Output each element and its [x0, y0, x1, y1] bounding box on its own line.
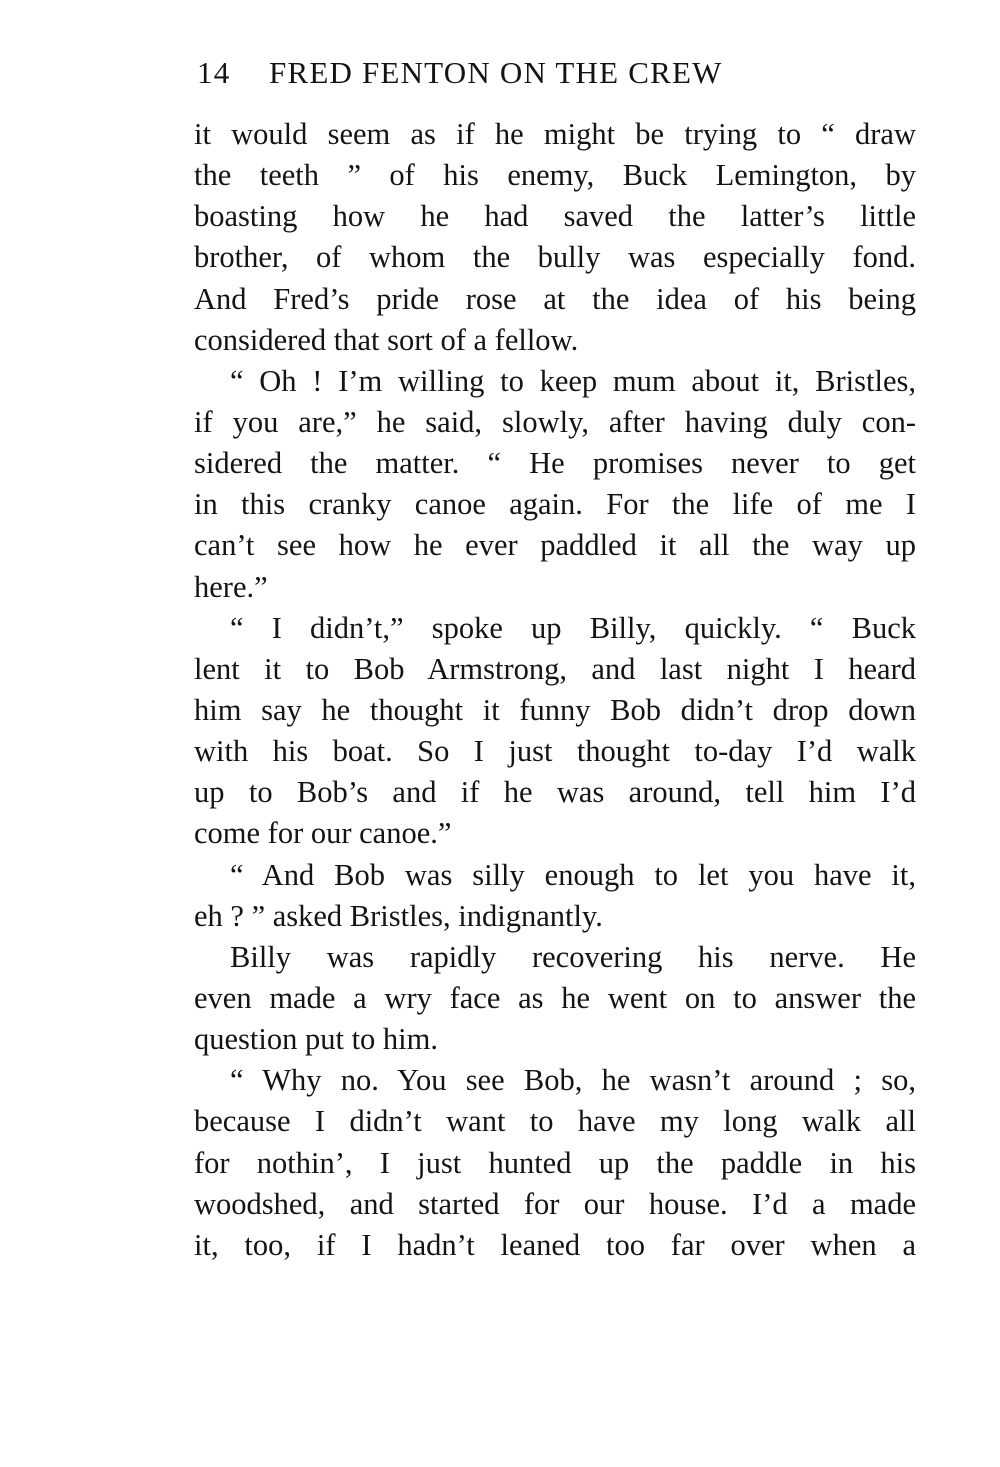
text-line: Billy was rapidly recovering his nerve. He	[230, 939, 916, 974]
text-line: it, too, if I hadn’t leaned too far over when a	[194, 1227, 916, 1262]
text-line: in this cranky canoe again. For the life of me I	[194, 487, 916, 522]
text-line: lent it to Bob Armstrong, and last night I heard	[194, 651, 916, 686]
text-line: the teeth ” of his enemy, Buck Lemington, by	[194, 158, 916, 193]
text-line: with his boat. So I just thought to-day I’d walk	[194, 734, 916, 769]
text-line: considered that sort of a fellow.	[194, 322, 579, 357]
text-line: “ I didn’t,” spoke up Billy, quickly. “ Buck	[230, 610, 916, 645]
text-line: “ And Bob was silly enough to let you have it,	[230, 857, 916, 892]
book-title: FRED FENTON ON THE CREW	[269, 55, 723, 90]
text-line: here.”	[194, 569, 268, 604]
text-line: because I didn’t want to have my long walk all	[194, 1104, 916, 1139]
page-number: 14	[197, 55, 231, 90]
text-line: woodshed, and started for our house. I’d a made	[194, 1186, 916, 1221]
text-line: even made a wry face as he went on to answer the	[194, 980, 916, 1015]
text-line: it would seem as if he might be trying to “ draw	[194, 117, 916, 151]
running-head	[197, 55, 847, 95]
body-text	[194, 114, 916, 1266]
text-line: brother, of whom the bully was especially fond.	[194, 240, 916, 275]
text-line: boasting how he had saved the latter’s little	[194, 199, 916, 234]
text-line: And Fred’s pride rose at the idea of his being	[194, 281, 916, 316]
text-line: him say he thought it funny Bob didn’t drop down	[194, 692, 916, 727]
text-line: up to Bob’s and if he was around, tell him I’d	[194, 775, 916, 810]
text-line: “ Oh ! I’m willing to keep mum about it, Bristles,	[230, 363, 916, 398]
text-line: if you are,” he said, slowly, after having duly con-	[194, 404, 916, 439]
text-line: question put to him.	[194, 1022, 438, 1057]
text-line: come for our canoe.”	[194, 816, 452, 851]
text-line: for nothin’, I just hunted up the paddle in his	[194, 1145, 916, 1180]
text-line: sidered the matter. “ He promises never to get	[194, 446, 916, 481]
text-line: “ Why no. You see Bob, he wasn’t around ; so,	[230, 1063, 916, 1098]
text-line: can’t see how he ever paddled it all the way up	[194, 528, 916, 563]
text-line: eh ? ” asked Bristles, indignantly.	[194, 898, 603, 933]
